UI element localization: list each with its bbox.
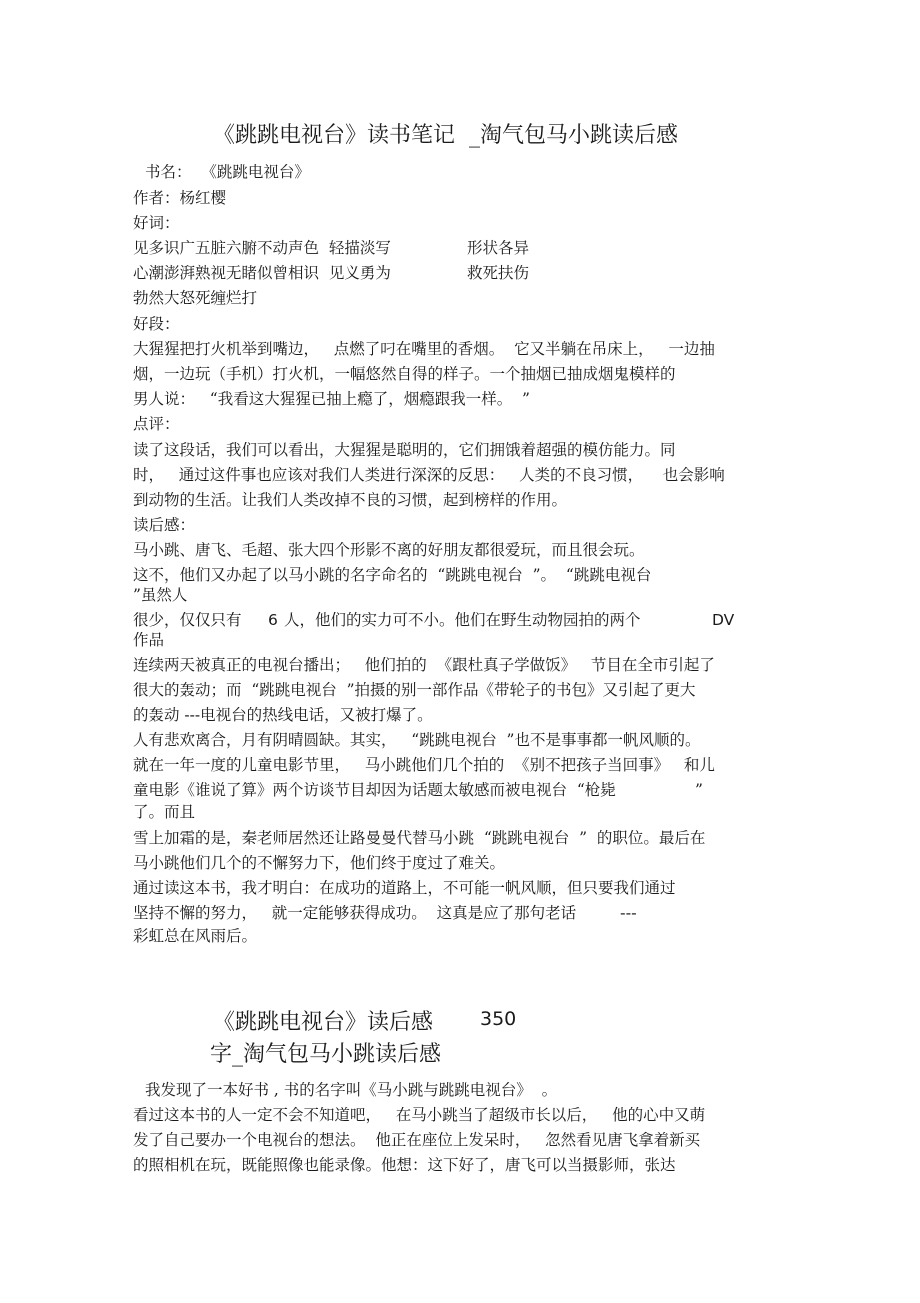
paragraph-line: 通过读这本书，我才明白：在成功的道路上，不可能一帆风顺，但只要我们通过 <box>133 879 676 897</box>
second-title-number: 350 <box>480 1008 517 1030</box>
paragraph-line: 烟，一边玩（手机）打火机，一幅悠然自得的样子。一个抽烟已抽成烟鬼模样的 <box>133 365 676 383</box>
paragraph-text: --- <box>620 904 637 922</box>
paragraph-line: 了。而且 <box>133 803 196 821</box>
second-title-line-2: 字_淘气包马小跳读后感 <box>210 1042 442 1067</box>
paragraph-line: 看过这本书的人一定不会不知道吧， 在马小跳当了超级市长以后， 他的心中又萌 <box>133 1106 706 1124</box>
good-words-row: 救死扶伤 <box>467 264 530 282</box>
paragraph-line: 这不，他们又办起了以马小跳的名字命名的 “跳跳电视台 ”。 “跳跳电视台 <box>133 566 652 584</box>
paragraph-number: 6 <box>268 611 278 629</box>
document-title: 《跳跳电视台》读书笔记 _淘气包马小跳读后感 <box>213 123 678 148</box>
book-name: 书名： 《跳跳电视台》 <box>145 163 310 181</box>
paragraph-line: 男人说： “我看这大猩猩已抽上瘾了，烟瘾跟我一样。 ” <box>133 390 530 408</box>
review-label: 读后感： <box>133 516 196 534</box>
paragraph-line: 到动物的生活。让我们人类改掉不良的习惯，起到榜样的作用。 <box>133 491 568 509</box>
paragraph-text: DV <box>712 611 735 629</box>
good-words-row: 见多识广五脏六腑不动声色 轻描淡写 <box>133 239 391 257</box>
paragraph-line: 连续两天被真正的电视台播出； 他们拍的 《跟杜真子学做饭》 节目在全市引起了 <box>133 656 715 674</box>
paragraph-line: 的轰动 ---电视台的热线电话，又被打爆了。 <box>133 706 433 724</box>
paragraph-line: 时， 通过这件事也应该对我们人类进行深深的反思： 人类的不良习惯， 也会影响 <box>133 466 725 484</box>
paragraph-line: 作品 <box>133 631 165 649</box>
paragraph-line: ”虽然人 <box>133 586 188 604</box>
comment-label: 点评： <box>133 415 180 433</box>
paragraph-line: 马小跳、唐飞、毛超、张大四个形影不离的好朋友都很爱玩，而且很会玩。 <box>133 541 645 559</box>
paragraph-line: 的照相机在玩，既能照像也能录像。他想：这下好了，唐飞可以当摄影师，张达 <box>133 1156 676 1174</box>
paragraph-line: 大猩猩把打火机举到嘴边， 点燃了叼在嘴里的香烟。 它又半躺在吊床上， 一边抽 <box>133 340 715 358</box>
paragraph-line: ” <box>695 781 703 799</box>
paragraph-line: 发了自己要办一个电视台的想法。 他正在座位上发呆时， 忽然看见唐飞拿着新买 <box>133 1131 701 1149</box>
paragraph-line: 雪上加霜的是，秦老师居然还让路曼曼代替马小跳 “跳跳电视台 ” 的职位。最后在 <box>133 829 706 847</box>
paragraph-line: 童电影《谁说了算》两个访谈节目却因为话题太敏感而被电视台 “枪毙 <box>133 781 616 799</box>
paragraph-line: 马小跳他们几个的不懈努力下，他们终于度过了难关。 <box>133 854 506 872</box>
author: 作者：杨红樱 <box>133 189 227 207</box>
paragraph-line: 人有悲欢离合，月有阴晴圆缺。其实， “跳跳电视台 ”也不是事事都一帆风顺的。 <box>133 731 701 749</box>
paragraph-line: 很大的轰动；而 “跳跳电视台 ”拍摄的别一部作品《带轮子的书包》又引起了更大 <box>133 681 696 699</box>
paragraph-line: 很少，仅仅只有 <box>133 611 242 629</box>
good-words-label: 好词： <box>133 214 180 232</box>
good-words-row: 勃然大怒死缠烂打 <box>133 289 258 307</box>
second-title-line-1: 《跳跳电视台》读后感 <box>213 1010 434 1035</box>
good-paragraph-label: 好段： <box>133 315 180 333</box>
paragraph-line: 我发现了一本好书 , 书的名字叫《马小跳与跳跳电视台》 。 <box>145 1081 558 1099</box>
good-words-row: 形状各异 <box>467 239 530 257</box>
paragraph-line: 彩虹总在风雨后。 <box>133 927 258 945</box>
paragraph-line: 坚持不懈的努力， 就一定能够获得成功。 这真是应了那句老话 <box>133 904 577 922</box>
paragraph-line: 读了这段话，我们可以看出，大猩猩是聪明的，它们拥饿着超强的模仿能力。同 <box>133 441 676 459</box>
paragraph-line: 人，他们的实力可不小。他们在野生动物园拍的两个 <box>284 611 641 629</box>
good-words-row: 心潮澎湃熟视无睹似曾相识 见义勇为 <box>133 264 391 282</box>
paragraph-line: 就在一年一度的儿童电影节里， 马小跳他们几个拍的 《别不把孩子当回事》 和儿 <box>133 756 715 774</box>
